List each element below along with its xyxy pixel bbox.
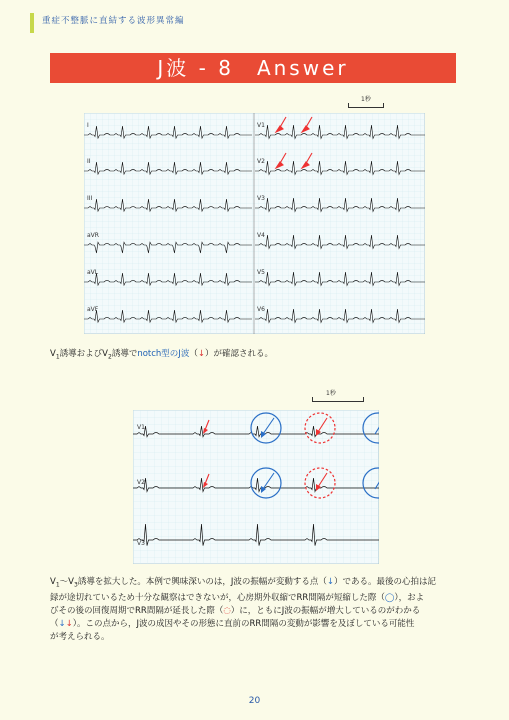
caption2-line4: （↓↓）。この点から，J波の成因やその形態に直前のRR間隔の変動が影響を及ぼしている可能性 <box>50 618 415 629</box>
lead-label-V5: V5 <box>257 269 265 276</box>
page-number: 20 <box>248 696 261 706</box>
red-dashed-circle-icon: ◌ <box>223 605 231 616</box>
page-title: J波 - 8 Answer <box>157 56 349 80</box>
blue-arrow-icon-2: ↓ <box>58 618 66 629</box>
lead-label-aVR: aVR <box>87 232 99 239</box>
lead-label-V3: V3 <box>257 195 265 202</box>
zoom-lead-label-V1: V1 <box>137 424 145 431</box>
lead-label-aVL: aVL <box>87 269 99 276</box>
lead-label-V1: V1 <box>257 122 265 129</box>
fig1-scale-label: 1秒 <box>361 96 371 103</box>
figure1-caption: $V_1$誘導および$V_2$誘導でnotch型のJ波（↓）が確認される。 <box>50 349 273 361</box>
lead-label-V2: V2 <box>257 158 265 165</box>
lead-label-II: II <box>87 158 91 165</box>
fig2-scale-label: 1秒 <box>326 390 336 397</box>
header-accent-bar <box>30 13 34 33</box>
ecg-v1-v3-zoom-figure <box>133 410 379 564</box>
caption2-line1: $V_1$〜$V_3$誘導を拡大した。本例で興味深いのは，J波の振幅が変動する点（↓）である。最後の心拍は記 <box>50 577 436 589</box>
fig2-scale-bar <box>312 397 364 402</box>
section-header: 重症不整脈に直結する波形異常編 <box>42 16 185 26</box>
red-arrow-icon-2: ↓ <box>65 618 73 629</box>
fig1-scale-bar <box>348 103 384 108</box>
title-banner <box>50 53 456 83</box>
caption2-line3: びその後の回復周期でRR間隔が延長した際（◌）に，ともにJ波の振幅が増大しているのがわかる <box>50 605 421 616</box>
lead-label-III: III <box>87 195 93 202</box>
blue-arrow-icon: ↓ <box>326 577 334 587</box>
caption2-line5: が考えられる。 <box>50 631 110 642</box>
lead-label-aVF: aVF <box>87 306 99 313</box>
zoom-lead-label-V2: V2 <box>137 479 145 486</box>
caption2-line2: 録が途切れているため十分な観察はできないが，心房期外収縮でRR間隔が短縮した際（◯），およ <box>50 592 425 603</box>
lead-label-I: I <box>87 122 89 129</box>
red-arrow-icon: ↓ <box>197 349 205 359</box>
blue-circle-icon: ◯ <box>384 592 395 603</box>
notch-j-wave-term: notch型のJ波 <box>137 349 190 359</box>
figure2-caption <box>50 576 460 644</box>
zoom-lead-label-V3: V3 <box>137 540 145 547</box>
ecg-12-lead-figure <box>84 113 425 334</box>
lead-label-V6: V6 <box>257 306 265 313</box>
lead-label-V4: V4 <box>257 232 265 239</box>
